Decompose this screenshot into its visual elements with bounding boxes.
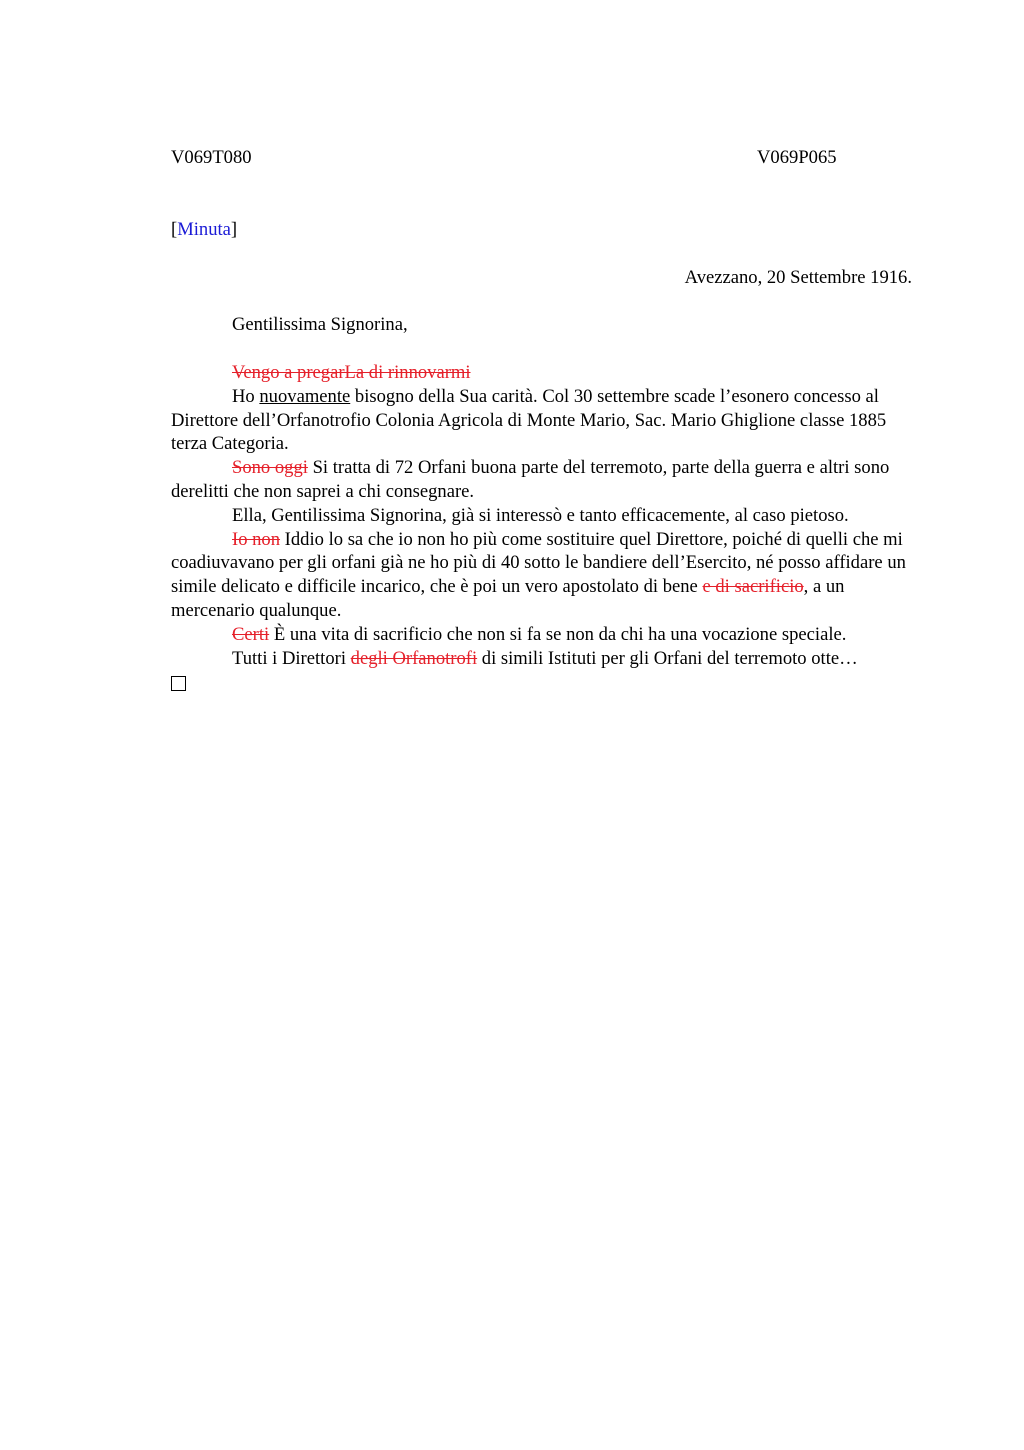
paragraph-text: bisogno della Sua carità. Col 30 settembre scade l’esonero concesso al Direttore dell’Orfanotrofio Colonia Agricola di Monte Mario, Sac. Mario Ghiglione classe 1885 terza Categoria. (171, 385, 887, 455)
minuta-close-bracket: ] (230, 219, 238, 240)
paragraph-text: È una vita di sacrificio che non si fa se non da chi ha una vocazione speciale. (269, 623, 847, 645)
deleted-text: e di sacrificio (702, 576, 804, 598)
empty-square-icon (171, 676, 186, 691)
minuta-open-bracket: [ (171, 219, 178, 240)
paragraph-text: , a un mercenario qualunque. (171, 576, 845, 621)
paragraph-3 (171, 456, 917, 504)
minuta-label (171, 218, 237, 242)
paragraph-text: Iddio lo sa che io non ho più come sostituire quel Direttore, poiché di quelli che mi coadiuvavano per gli orfani già ne ho più di 40 sotto le bandiere dell’Esercito, né posso affidare un simile delicato e difficile incarico, che è poi un vero apostolato di bene (171, 528, 906, 598)
letter-body (171, 361, 917, 694)
deleted-text: Sono oggi (232, 457, 308, 479)
minuta-text: Minuta (177, 219, 231, 240)
paragraph-2 (171, 385, 917, 456)
end-marker (171, 670, 917, 694)
deleted-text: Vengo a pregarLa di rinnovarmi (232, 362, 471, 383)
paragraph-text: Si tratta di 72 Orfani buona parte del terremoto, parte della guerra e altri sono derelitti che non saprei a chi consegnare. (171, 457, 890, 502)
paragraph-6 (171, 623, 917, 647)
document-code-left: V069T080 (171, 147, 252, 168)
letter-date: Avezzano, 20 Settembre 1916. (684, 267, 912, 288)
paragraph-text: Tutti i Direttori (232, 647, 351, 669)
deleted-text: degli Orfanotrofi (350, 647, 478, 669)
paragraph-7 (171, 647, 917, 671)
letter-salutation: Gentilissima Signorina, (232, 314, 408, 335)
paragraph-1 (171, 361, 917, 385)
document-page (171, 0, 917, 1450)
deleted-text: Io non (232, 528, 281, 550)
paragraph-4 (171, 504, 917, 528)
paragraph-text: di simili Istituti per gli Orfani del terremoto otte… (477, 647, 858, 669)
underlined-text: nuovamente (259, 385, 351, 407)
deleted-text: Certi (232, 623, 270, 645)
paragraph-text: Ella, Gentilissima Signorina, già si interessò e tanto efficacemente, al caso pietoso. (232, 504, 849, 526)
paragraph-text: Ho (232, 385, 260, 407)
document-code-right: V069P065 (757, 147, 837, 168)
paragraph-5 (171, 528, 917, 623)
